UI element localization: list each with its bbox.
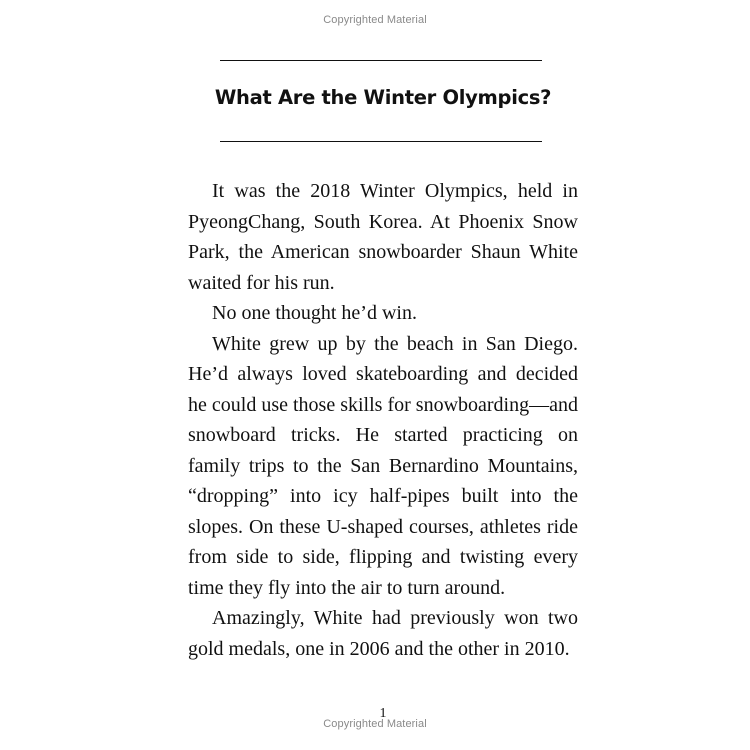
paragraph: No one thought he’d win. [212,302,417,324]
title-rule-top [220,60,542,61]
chapter-title: What Are the Winter Olympics? [214,86,552,109]
page-number: 1 [379,706,387,721]
paragraph: White grew up by the beach in San Diego. He’d always loved skateboarding and decided he could use those skills for snowboarding—and snowboard tricks. He started practicing on family trips to the San Bernardino Mountains, “dropping” into icy half-pipes built into the slopes. On these U-shaped courses, athletes ride from side to side, flipping and twisting every time they fly into the air to turn around. [188,332,578,599]
body-text [188,176,578,664]
copyright-watermark-top: Copyrighted Material [323,14,427,26]
copyright-watermark-bottom: Copyrighted Material [323,718,427,730]
paragraph: Amazingly, White had previously won two gold medals, one in 2006 and the other in 2010. [188,607,578,660]
paragraph: It was the 2018 Winter Olympics, held in PyeongChang, South Korea. At Phoenix Snow Park, the American snowboarder Shaun White waited for his run. [188,180,578,294]
title-rule-bottom [220,141,542,142]
